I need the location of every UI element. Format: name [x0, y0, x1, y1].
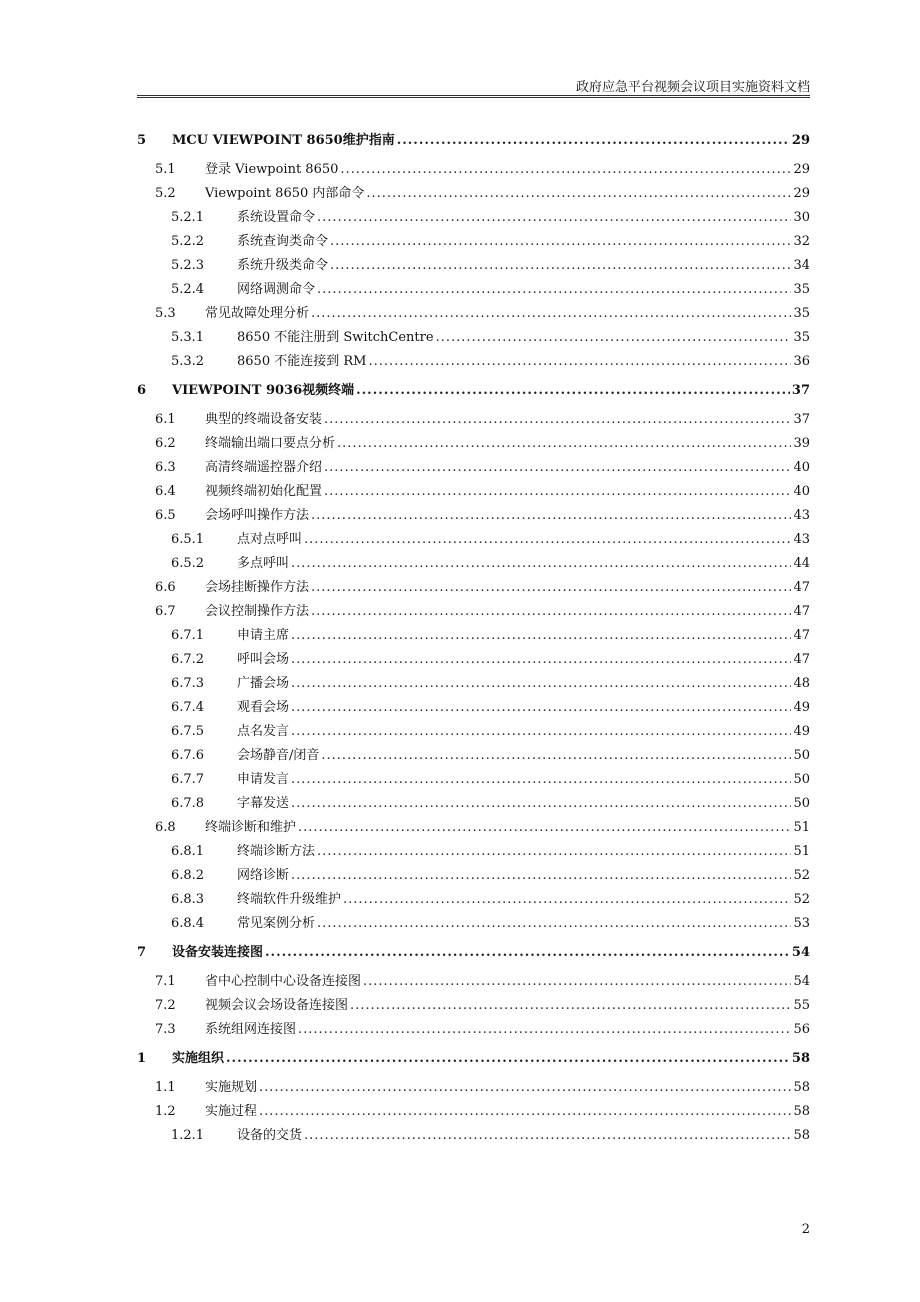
- toc-leader-dots: [311, 600, 791, 624]
- toc-entry[interactable]: [137, 768, 810, 792]
- toc-leader-dots: [311, 302, 791, 326]
- toc-entry-number: 6.6: [155, 580, 176, 595]
- toc-entry[interactable]: [137, 792, 810, 816]
- toc-entry-title: 终端输出端口要点分析: [205, 436, 336, 451]
- toc-entry-page: 50: [793, 796, 810, 811]
- toc-entry-page: 36: [793, 354, 810, 369]
- toc-entry-title: 实施过程: [205, 1104, 258, 1119]
- toc-entry-title: 实施规划: [205, 1080, 258, 1095]
- toc-entry-page: 50: [793, 748, 810, 763]
- toc-leader-dots: [368, 350, 791, 374]
- toc-entry-title: 典型的终端设备安装: [205, 412, 323, 427]
- toc-entry-title: 申请发言: [237, 772, 290, 787]
- toc-entry[interactable]: [137, 1124, 810, 1148]
- toc-entry-page: 54: [791, 945, 810, 960]
- toc-leader-dots: [265, 940, 790, 966]
- toc-entry-number: 6.7.5: [171, 724, 205, 739]
- toc-entry-title: 8650 不能注册到 SwitchCentre: [237, 330, 434, 345]
- toc-entry[interactable]: [137, 128, 810, 154]
- toc-entry-number: 6.7.6: [171, 748, 205, 763]
- toc-entry[interactable]: [137, 278, 810, 302]
- toc-leader-dots: [259, 1076, 791, 1100]
- toc-leader-dots: [317, 278, 791, 302]
- toc-leader-dots: [311, 504, 791, 528]
- toc-entry[interactable]: [137, 720, 810, 744]
- toc-entry-title: 终端软件升级维护: [237, 892, 342, 907]
- toc-entry-title: 终端诊断和维护: [205, 820, 297, 835]
- toc-leader-dots: [397, 128, 790, 154]
- toc-entry-title: 观看会场: [237, 700, 290, 715]
- toc-entry[interactable]: [137, 970, 810, 994]
- toc-entry-number: 6.8.4: [171, 916, 205, 931]
- toc-entry-number: 1: [137, 1051, 147, 1066]
- toc-leader-dots: [317, 840, 791, 864]
- toc-entry-number: 6.8.2: [171, 868, 205, 883]
- toc-entry-page: 47: [793, 628, 810, 643]
- toc-leader-dots: [291, 552, 791, 576]
- toc-entry-page: 48: [793, 676, 810, 691]
- table-of-contents: [137, 124, 810, 1148]
- toc-entry-number: 6.7.1: [171, 628, 205, 643]
- toc-entry-title: 呼叫会场: [237, 652, 290, 667]
- toc-entry-title: 设备安装连接图: [172, 945, 264, 960]
- toc-entry-page: 55: [793, 998, 810, 1013]
- toc-entry[interactable]: [137, 624, 810, 648]
- toc-entry[interactable]: [137, 940, 810, 966]
- toc-entry-page: 40: [793, 460, 810, 475]
- toc-entry-number: 7: [137, 945, 147, 960]
- toc-entry-title: 系统组网连接图: [205, 1022, 297, 1037]
- toc-entry-number: 6.5.1: [171, 532, 205, 547]
- toc-entry[interactable]: [137, 552, 810, 576]
- toc-entry-number: 5.2: [155, 186, 176, 201]
- toc-entry[interactable]: [137, 576, 810, 600]
- toc-entry-number: 5.1: [155, 162, 176, 177]
- toc-entry[interactable]: [137, 504, 810, 528]
- toc-leader-dots: [226, 1046, 790, 1072]
- toc-entry-page: 53: [793, 916, 810, 931]
- toc-entry[interactable]: [137, 230, 810, 254]
- toc-entry[interactable]: [137, 1046, 810, 1072]
- toc-entry[interactable]: [137, 432, 810, 456]
- toc-entry-page: 52: [793, 868, 810, 883]
- toc-entry[interactable]: [137, 408, 810, 432]
- toc-entry[interactable]: [137, 528, 810, 552]
- toc-leader-dots: [291, 720, 791, 744]
- toc-entry-title: VIEWPOINT 9036视频终端: [172, 383, 355, 398]
- toc-entry-page: 47: [793, 652, 810, 667]
- toc-entry[interactable]: [137, 888, 810, 912]
- toc-entry-number: 6.7.8: [171, 796, 205, 811]
- toc-entry-number: 1.2: [155, 1104, 176, 1119]
- toc-entry-title: 高清终端遥控器介绍: [205, 460, 323, 475]
- toc-leader-dots: [356, 378, 790, 404]
- toc-entry-page: 43: [793, 508, 810, 523]
- toc-entry-page: 29: [793, 186, 810, 201]
- toc-entry-title: 网络诊断: [237, 868, 290, 883]
- toc-entry[interactable]: [137, 816, 810, 840]
- toc-leader-dots: [321, 744, 791, 768]
- toc-entry-page: 32: [793, 234, 810, 249]
- toc-entry[interactable]: [137, 1100, 810, 1124]
- toc-entry[interactable]: [137, 158, 810, 182]
- toc-leader-dots: [311, 576, 791, 600]
- toc-entry-number: 7.2: [155, 998, 176, 1013]
- toc-entry-page: 35: [793, 282, 810, 297]
- toc-entry-number: 5.2.4: [171, 282, 205, 297]
- toc-entry[interactable]: [137, 864, 810, 888]
- toc-leader-dots: [337, 432, 791, 456]
- toc-leader-dots: [343, 888, 791, 912]
- toc-leader-dots: [363, 970, 791, 994]
- toc-entry-number: 5.2.2: [171, 234, 205, 249]
- toc-entry-page: 51: [793, 820, 810, 835]
- toc-entry-page: 49: [793, 724, 810, 739]
- toc-entry-title: 设备的交货: [237, 1128, 303, 1143]
- toc-entry-title: 视频会议会场设备连接图: [205, 998, 349, 1013]
- toc-entry-number: 6.5.2: [171, 556, 205, 571]
- toc-entry-title: 字幕发送: [237, 796, 290, 811]
- toc-entry[interactable]: [137, 350, 810, 374]
- toc-leader-dots: [324, 480, 791, 504]
- toc-entry-title: 8650 不能连接到 RM: [237, 354, 367, 369]
- toc-entry-number: 5.3: [155, 306, 176, 321]
- toc-leader-dots: [324, 456, 791, 480]
- toc-entry[interactable]: [137, 994, 810, 1018]
- header-divider: [137, 95, 810, 98]
- toc-entry-number: 6.5: [155, 508, 176, 523]
- toc-entry-number: 6.8.3: [171, 892, 205, 907]
- toc-leader-dots: [298, 1018, 791, 1042]
- toc-entry[interactable]: [137, 378, 810, 404]
- toc-entry-title: 广播会场: [237, 676, 290, 691]
- toc-entry-page: 58: [793, 1104, 810, 1119]
- toc-entry-page: 47: [793, 580, 810, 595]
- toc-entry-number: 1.1: [155, 1080, 176, 1095]
- toc-entry[interactable]: [137, 840, 810, 864]
- toc-entry-number: 7.1: [155, 974, 176, 989]
- toc-leader-dots: [291, 792, 791, 816]
- toc-entry-page: 35: [793, 306, 810, 321]
- toc-leader-dots: [291, 624, 791, 648]
- toc-entry-page: 54: [793, 974, 810, 989]
- toc-entry-number: 6.3: [155, 460, 176, 475]
- toc-entry-number: 5: [137, 133, 147, 148]
- toc-entry[interactable]: [137, 744, 810, 768]
- toc-entry-title: 申请主席: [237, 628, 290, 643]
- toc-leader-dots: [304, 1124, 791, 1148]
- toc-entry-page: 37: [793, 412, 810, 427]
- toc-entry-title: 视频终端初始化配置: [205, 484, 323, 499]
- document-header-title: 政府应急平台视频会议项目实施资料文档: [575, 80, 810, 95]
- toc-entry-title: 会场静音/闭音: [237, 748, 320, 763]
- toc-entry-page: 40: [793, 484, 810, 499]
- toc-leader-dots: [291, 696, 791, 720]
- toc-entry[interactable]: [137, 672, 810, 696]
- toc-entry-title: 网络调测命令: [237, 282, 316, 297]
- toc-entry[interactable]: [137, 480, 810, 504]
- toc-entry-number: 7.3: [155, 1022, 176, 1037]
- toc-entry[interactable]: [137, 648, 810, 672]
- toc-entry-page: 58: [793, 1128, 810, 1143]
- toc-entry[interactable]: [137, 326, 810, 350]
- toc-entry-page: 29: [793, 162, 810, 177]
- toc-entry-number: 6.8: [155, 820, 176, 835]
- toc-leader-dots: [330, 254, 791, 278]
- toc-entry-number: 6.7.3: [171, 676, 205, 691]
- page-number: 2: [801, 1222, 810, 1237]
- toc-leader-dots: [259, 1100, 791, 1124]
- toc-entry-title: 点名发言: [237, 724, 290, 739]
- toc-entry-number: 5.2.3: [171, 258, 205, 273]
- toc-entry[interactable]: [137, 456, 810, 480]
- toc-entry[interactable]: [137, 1076, 810, 1100]
- toc-entry-page: 30: [793, 210, 810, 225]
- toc-entry-title: 系统升级类命令: [237, 258, 329, 273]
- toc-leader-dots: [366, 182, 791, 206]
- toc-entry-number: 6.7.7: [171, 772, 205, 787]
- toc-leader-dots: [291, 672, 791, 696]
- toc-entry-number: 1.2.1: [171, 1128, 205, 1143]
- toc-entry-number: 6: [137, 383, 147, 398]
- toc-leader-dots: [330, 230, 791, 254]
- toc-entry-title: 常见故障处理分析: [205, 306, 310, 321]
- toc-entry-title: 会场挂断操作方法: [205, 580, 310, 595]
- toc-entry-number: 6.4: [155, 484, 176, 499]
- toc-entry[interactable]: [137, 912, 810, 936]
- toc-entry-number: 6.7.4: [171, 700, 205, 715]
- toc-leader-dots: [298, 816, 791, 840]
- toc-entry-number: 6.7.2: [171, 652, 205, 667]
- toc-entry[interactable]: [137, 254, 810, 278]
- toc-entry-title: 常见案例分析: [237, 916, 316, 931]
- toc-entry-page: 49: [793, 700, 810, 715]
- toc-leader-dots: [304, 528, 791, 552]
- toc-entry-page: 58: [791, 1051, 810, 1066]
- toc-entry-title: 会场呼叫操作方法: [205, 508, 310, 523]
- toc-entry[interactable]: [137, 206, 810, 230]
- toc-entry-page: 58: [793, 1080, 810, 1095]
- toc-entry-page: 39: [793, 436, 810, 451]
- toc-entry-title: MCU VIEWPOINT 8650维护指南: [172, 133, 395, 148]
- toc-entry-title: 多点呼叫: [237, 556, 290, 571]
- toc-entry-number: 5.3.2: [171, 354, 205, 369]
- toc-leader-dots: [436, 326, 792, 350]
- toc-entry-title: 实施组织: [172, 1051, 225, 1066]
- toc-entry-page: 44: [793, 556, 810, 571]
- toc-entry-page: 35: [793, 330, 810, 345]
- toc-entry-title: 系统查询类命令: [237, 234, 329, 249]
- toc-entry-page: 56: [793, 1022, 810, 1037]
- toc-entry-title: 登录 Viewpoint 8650: [205, 162, 339, 177]
- toc-entry-title: 系统设置命令: [237, 210, 316, 225]
- toc-entry-title: Viewpoint 8650 内部命令: [205, 186, 365, 201]
- toc-entry-page: 34: [793, 258, 810, 273]
- toc-entry-page: 52: [793, 892, 810, 907]
- toc-entry[interactable]: [137, 1018, 810, 1042]
- toc-entry-number: 5.2.1: [171, 210, 205, 225]
- toc-entry[interactable]: [137, 302, 810, 326]
- toc-leader-dots: [317, 912, 791, 936]
- toc-entry-title: 终端诊断方法: [237, 844, 316, 859]
- toc-entry[interactable]: [137, 600, 810, 624]
- toc-entry-number: 6.8.1: [171, 844, 205, 859]
- toc-entry-number: 6.1: [155, 412, 176, 427]
- toc-entry-number: 6.7: [155, 604, 176, 619]
- toc-entry-page: 29: [791, 133, 810, 148]
- toc-entry-page: 43: [793, 532, 810, 547]
- toc-entry-title: 会议控制操作方法: [205, 604, 310, 619]
- toc-leader-dots: [291, 768, 791, 792]
- toc-leader-dots: [317, 206, 791, 230]
- toc-leader-dots: [291, 864, 791, 888]
- toc-entry-number: 5.3.1: [171, 330, 205, 345]
- toc-entry-page: 47: [793, 604, 810, 619]
- toc-entry[interactable]: [137, 182, 810, 206]
- toc-entry-page: 50: [793, 772, 810, 787]
- toc-entry-title: 省中心控制中心设备连接图: [205, 974, 362, 989]
- toc-leader-dots: [324, 408, 791, 432]
- toc-leader-dots: [350, 994, 791, 1018]
- toc-leader-dots: [291, 648, 791, 672]
- toc-entry[interactable]: [137, 696, 810, 720]
- toc-entry-page: 37: [791, 383, 810, 398]
- toc-entry-title: 点对点呼叫: [237, 532, 303, 547]
- toc-entry-number: 6.2: [155, 436, 176, 451]
- toc-entry-page: 51: [793, 844, 810, 859]
- toc-leader-dots: [340, 158, 791, 182]
